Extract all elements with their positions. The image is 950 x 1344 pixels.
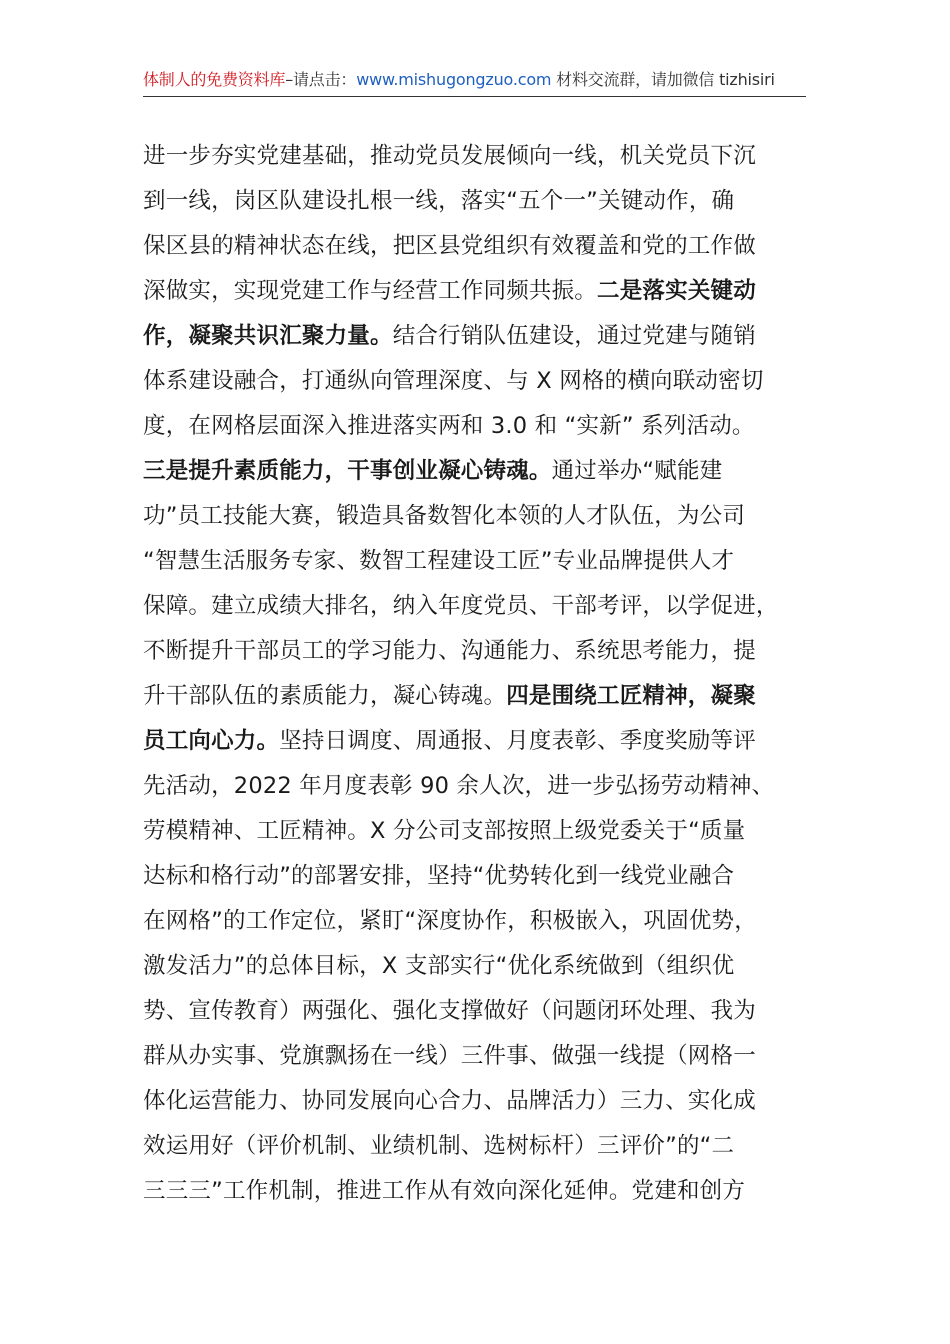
text-line — [143, 854, 808, 899]
text-line — [143, 269, 808, 314]
text-line — [143, 404, 808, 449]
body-text: 到一线，岗区队建设扎根一线，落实“五个一”关键动作，确 — [143, 188, 735, 214]
text-line — [143, 449, 808, 494]
body-text: 功”员工技能大赛，锻造具备数智化本领的人才队伍，为公司 — [143, 503, 746, 529]
text-line — [143, 809, 808, 854]
body-text: 结合行销队伍建设，通过党建与随销 — [392, 323, 756, 349]
body-text: 度，在网格层面深入推进落实两和 3.0 和 “实新” 系列活动。 — [143, 413, 755, 439]
body-text: 劳模精神、工匠精神。X 分公司支部按照上级党委关于“质量 — [143, 818, 746, 844]
text-line — [143, 224, 808, 269]
text-line — [143, 359, 808, 404]
body-text: 达标和格行动”的部署安排，坚持“优势转化到一线党业融合 — [143, 863, 735, 889]
bold-heading-text: 二是落实关键动 — [597, 278, 756, 304]
body-text: 进一步夯实党建基础，推动党员发展倾向一线，机关党员下沉 — [143, 143, 756, 169]
text-line — [143, 494, 808, 539]
header-url-link[interactable]: www.mishugongzuo.com — [356, 70, 552, 89]
text-line — [143, 1034, 808, 1079]
body-text: 先活动，2022 年月度表彰 90 余人次，进一步弘扬劳动精神、 — [143, 773, 775, 799]
body-text: 在网格”的工作定位，紧盯“深度协作，积极嵌入，巩固优势， — [143, 908, 757, 934]
body-text: 保区县的精神状态在线，把区县党组织有效覆盖和党的工作做 — [143, 233, 756, 259]
body-text: 激发活力”的总体目标，X 支部实行“优化系统做到（组织优 — [143, 953, 735, 979]
header-brand: 体制人的免费资料库 — [143, 70, 286, 89]
body-text: “智慧生活服务专家、数智工程建设工匠”专业品牌提供人才 — [143, 548, 735, 574]
body-text: 体系建设融合，打通纵向管理深度、与 X 网格的横向联动密切 — [143, 368, 764, 394]
text-line — [143, 314, 808, 359]
text-line — [143, 584, 808, 629]
bold-heading-text: 四是围绕工匠精神，凝聚 — [506, 683, 756, 709]
bold-heading-text: 三是提升素质能力，干事创业凝心铸魂。 — [143, 458, 552, 484]
text-line — [143, 899, 808, 944]
text-line — [143, 764, 808, 809]
text-line — [143, 1169, 808, 1214]
body-text: 效运用好（评价机制、业绩机制、选树标杆）三评价”的“二 — [143, 1133, 735, 1159]
body-text: 不断提升干部员工的学习能力、沟通能力、系统思考能力，提 — [143, 638, 756, 664]
text-line — [143, 944, 808, 989]
body-text: 坚持日调度、周通报、月度表彰、季度奖励等评 — [279, 728, 756, 754]
body-text: 势、宣传教育）两强化、强化支撑做好（问题闭环处理、我为 — [143, 998, 756, 1024]
header-wechat-note: 材料交流群，请加微信 tizhisiri — [551, 70, 775, 89]
text-line — [143, 629, 808, 674]
text-line — [143, 674, 808, 719]
document-body — [143, 134, 808, 1214]
body-text: 通过举办“赋能建 — [551, 458, 723, 484]
body-text: 三三三”工作机制，推进工作从有效向深化延伸。党建和创方 — [143, 1178, 746, 1204]
body-text: 升干部队伍的素质能力，凝心铸魂。 — [143, 683, 507, 709]
text-line — [143, 539, 808, 584]
page-header — [143, 66, 806, 97]
text-line — [143, 1124, 808, 1169]
body-text: 群从办实事、党旗飘扬在一线）三件事、做强一线提（网格一 — [143, 1043, 756, 1069]
text-line — [143, 989, 808, 1034]
bold-heading-text: 员工向心力。 — [143, 728, 280, 754]
header-click-prompt: –请点击： — [285, 70, 357, 89]
body-text: 保障。建立成绩大排名，纳入年度党员、干部考评，以学促进， — [143, 593, 779, 619]
text-line — [143, 1079, 808, 1124]
text-line — [143, 179, 808, 224]
bold-heading-text: 作，凝聚共识汇聚力量。 — [143, 323, 393, 349]
body-text: 体化运营能力、协同发展向心合力、品牌活力）三力、实化成 — [143, 1088, 756, 1114]
text-line — [143, 134, 808, 179]
body-text: 深做实，实现党建工作与经营工作同频共振。 — [143, 278, 598, 304]
text-line — [143, 719, 808, 764]
